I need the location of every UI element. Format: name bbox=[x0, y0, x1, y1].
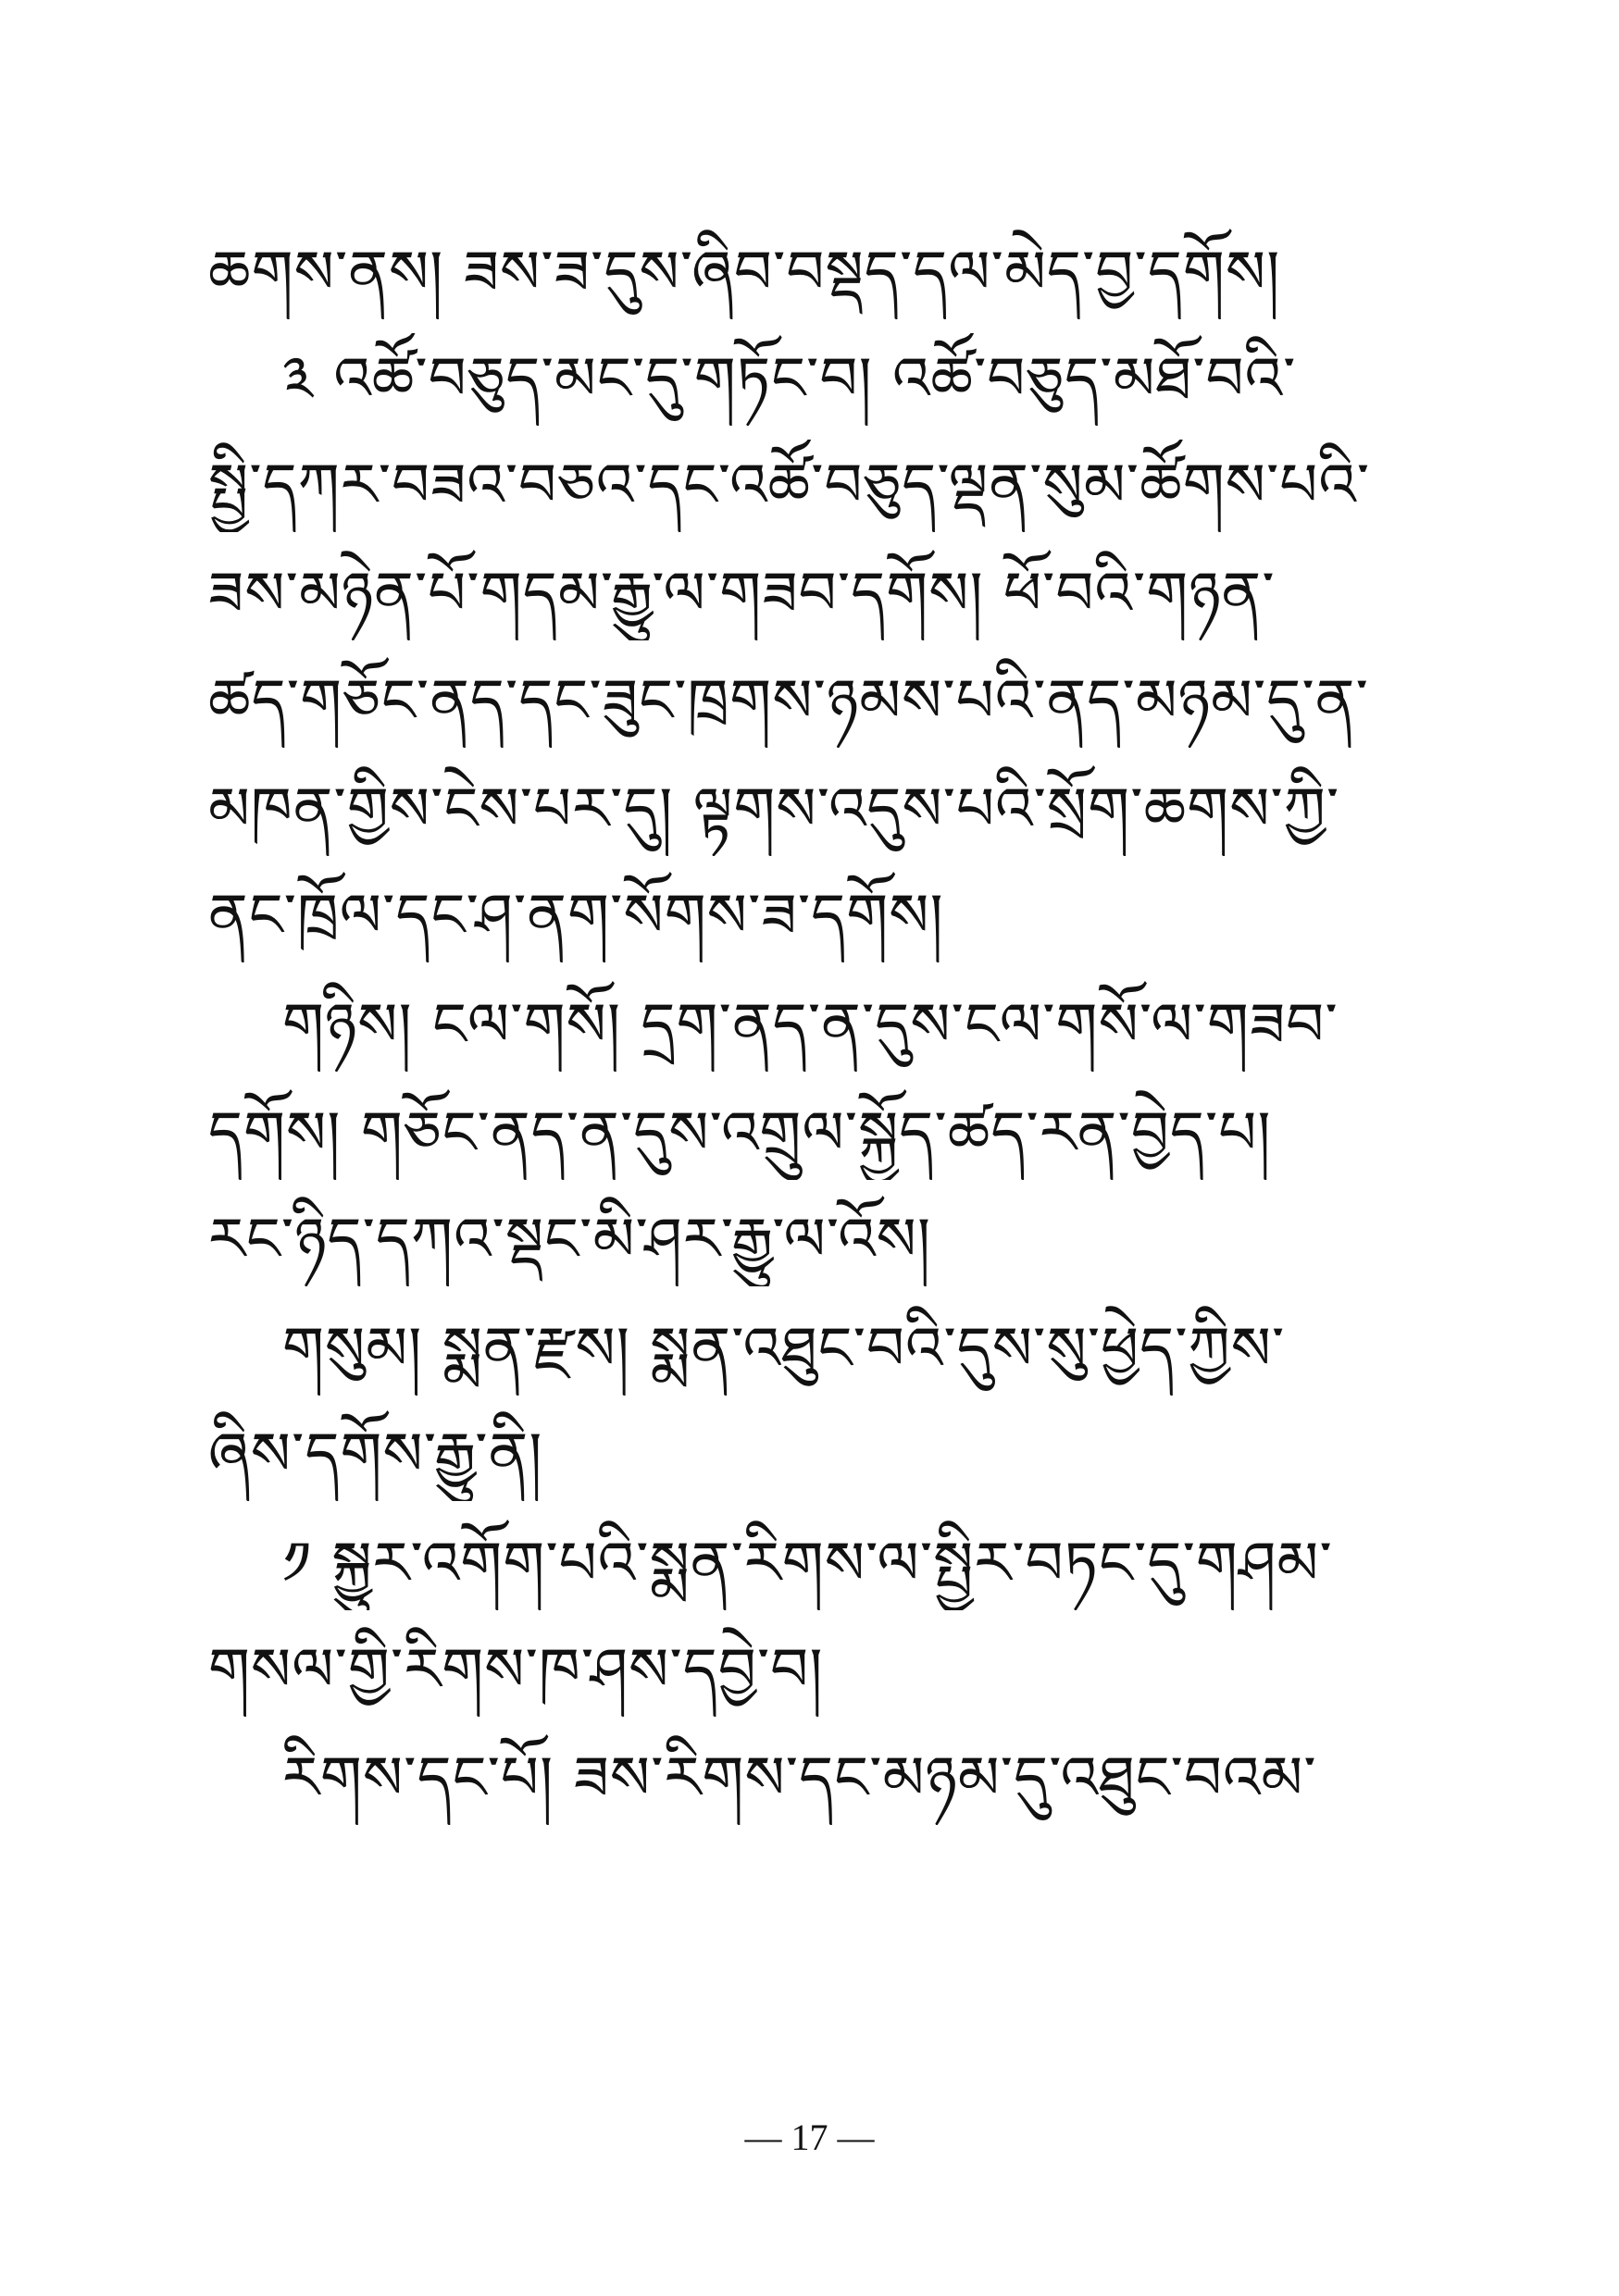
text-line: ཚད་གཅོང་ནད་དང་ཟུང་ཁྲགས་ཉམས་པའི་ནད་མཉམ་དུ་ན་ bbox=[208, 667, 1369, 736]
text-line: མཁན་གྱིས་ངེས་པར་དུ། ལྟགས་འདུས་པའི་སྲོག་ཆགས་ཀྱི་ bbox=[208, 776, 1340, 844]
text-line: ནང་ཁྲོལ་དང་ཤ་ནག་སོགས་ཟ་དགོས། bbox=[208, 882, 944, 950]
text-line: ཆགས་ནས། ཟས་ཟ་དུས་ཞིབ་བསྡད་དལ་མེད་བྱ་དགོས། bbox=[208, 239, 1281, 307]
text-line: གསུམ། སྨན་རྫས། སྨན་འཐུང་བའི་དུས་སུ་ཕྱེད་ཀྱིས་ bbox=[282, 1315, 1286, 1384]
page-number: — 17 — bbox=[744, 2116, 875, 2158]
text-line: ༣ འཚོ་བཅུད་མང་དུ་གཏོང་བ། འཚོ་བཅུད་མཐོ་བའི་ bbox=[282, 345, 1297, 414]
text-line: ༡ སྐྱུར་འགོག་པའི་སྨན་རིགས་ལ་སྤྱིར་བཏང་དུ་གཤམ་ bbox=[282, 1530, 1333, 1598]
text-line: རང་ཉིད་དཀའ་སྡང་མི་ཤར་རྒྱུ་ལ་འོས། bbox=[208, 1206, 932, 1274]
text-line: སྤྱི་དཀར་བཟའ་བཅའ་དང་འཚོ་བཅུད་ལྡན་སུམ་ཚོགས་པའི་ bbox=[208, 452, 1371, 520]
text-line: ཞིས་དགོས་རྒྱུ་ནི། bbox=[208, 1421, 543, 1489]
text-line: ཟས་མཉེན་པོ་གདམ་རྒྱུ་ལ་གཟབ་དགོས། ཕོ་བའི་གཉན་ bbox=[208, 560, 1276, 628]
text-line: དགོས། གཅོང་ནད་ན་དུས་འགྲུལ་སྐྱོད་ཚད་རན་བྱེད་པ། bbox=[208, 1099, 1272, 1168]
text-line: གསལ་གྱི་རིགས་ཁ་ཤས་དབྱེ་བ། bbox=[208, 1636, 824, 1705]
text-line: གཉིས། ངལ་གསོ། དྲག་ནད་ན་དུས་ངལ་གསོ་ལ་གཟབ་ bbox=[282, 991, 1339, 1060]
text-line: རིགས་དང་པོ། ཟས་རིགས་དང་མཉམ་དུ་འཐུང་བའམ་ bbox=[282, 1744, 1317, 1813]
